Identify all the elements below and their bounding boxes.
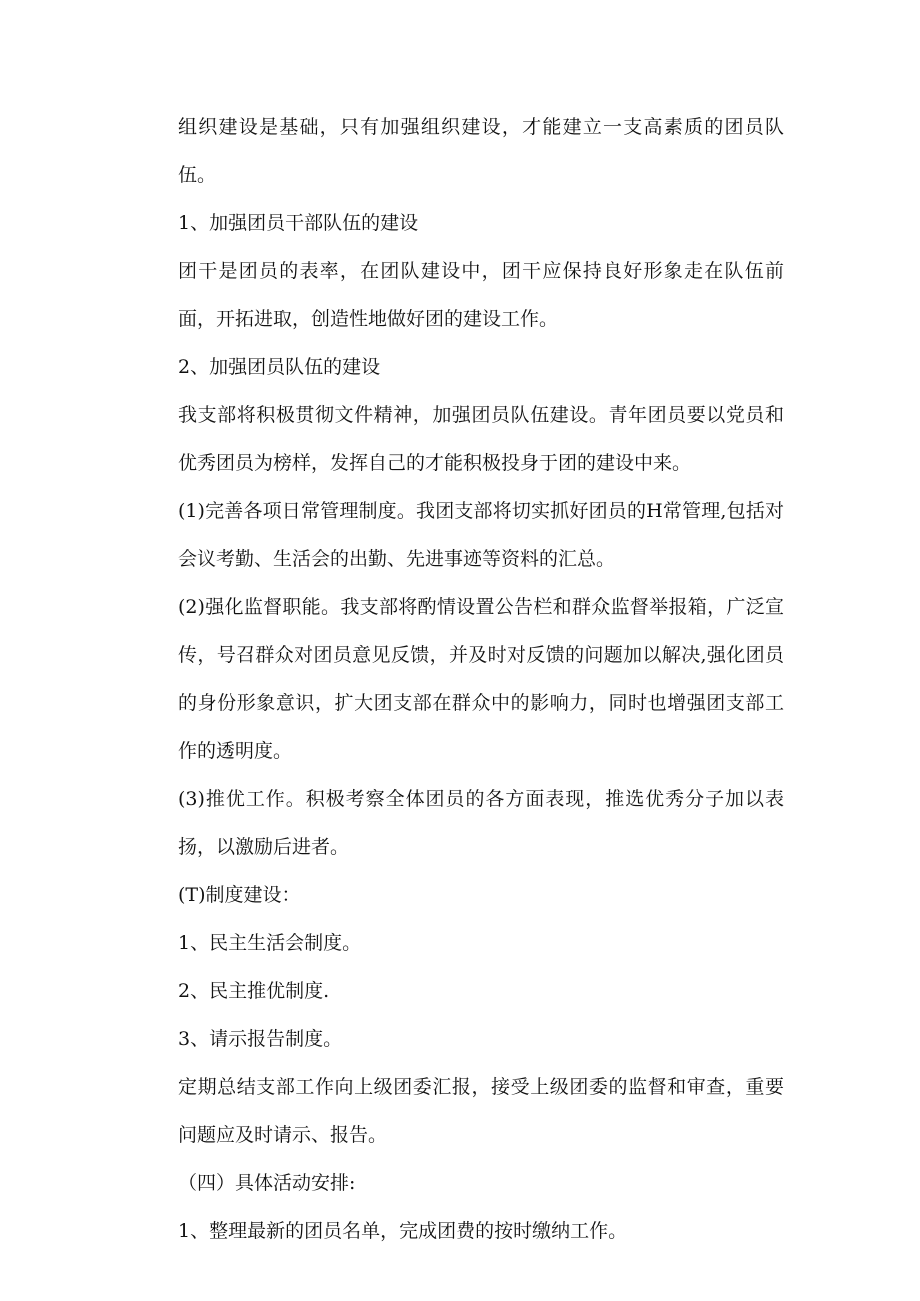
paragraph-team: 我支部将积极贯彻文件精神，加强团员队伍建设。青年团员要以党员和优秀团员为榜样，发挥自己的才能积极投身于团的建设中来。 (178, 404, 784, 474)
list-item-1: 1、民主生活会制度。 (178, 932, 362, 954)
document-body (178, 103, 784, 1255)
heading-2: 2、加强团员队伍的建设 (178, 356, 381, 378)
heading-1: 1、加强团员干部队伍的建设 (178, 212, 419, 234)
list-item-2: 2、民主推优制度. (178, 980, 330, 1002)
heading-system: (T)制度建设： (178, 884, 301, 906)
paragraph-item-3: (3)推优工作。积极考察全体团员的各方面表现，推选优秀分子加以表扬，以激励后进者。 (178, 788, 784, 858)
paragraph-cadre: 团干是团员的表率，在团队建设中，团干应保持良好形象走在队伍前面，开拓进取，创造性地做好团的建设工作。 (178, 260, 784, 330)
list-item-3: 3、请示报告制度。 (178, 1028, 343, 1050)
activity-item-1: 1、整理最新的团员名单，完成团费的按时缴纳工作。 (178, 1220, 628, 1242)
paragraph-report: 定期总结支部工作向上级团委汇报，接受上级团委的监督和审查，重要问题应及时请示、报告。 (178, 1076, 784, 1146)
paragraph-item-1: (1)完善各项日常管理制度。我团支部将切实抓好团员的H常管理,包括对会议考勤、生活会的出勤、先进事迹等资料的汇总。 (178, 500, 784, 570)
paragraph-intro: 组织建设是基础，只有加强组织建设，才能建立一支高素质的团员队伍。 (178, 116, 784, 186)
paragraph-item-2: (2)强化监督职能。我支部将酌情设置公告栏和群众监督举报箱，广泛宣传，号召群众对团员意见反馈，并及时对反馈的问题加以解决,强化团员的身份形象意识，扩大团支部在群众中的影响力，同时也增强团支部工作的透明度。 (178, 596, 784, 762)
heading-activities: （四）具体活动安排: (178, 1172, 356, 1194)
